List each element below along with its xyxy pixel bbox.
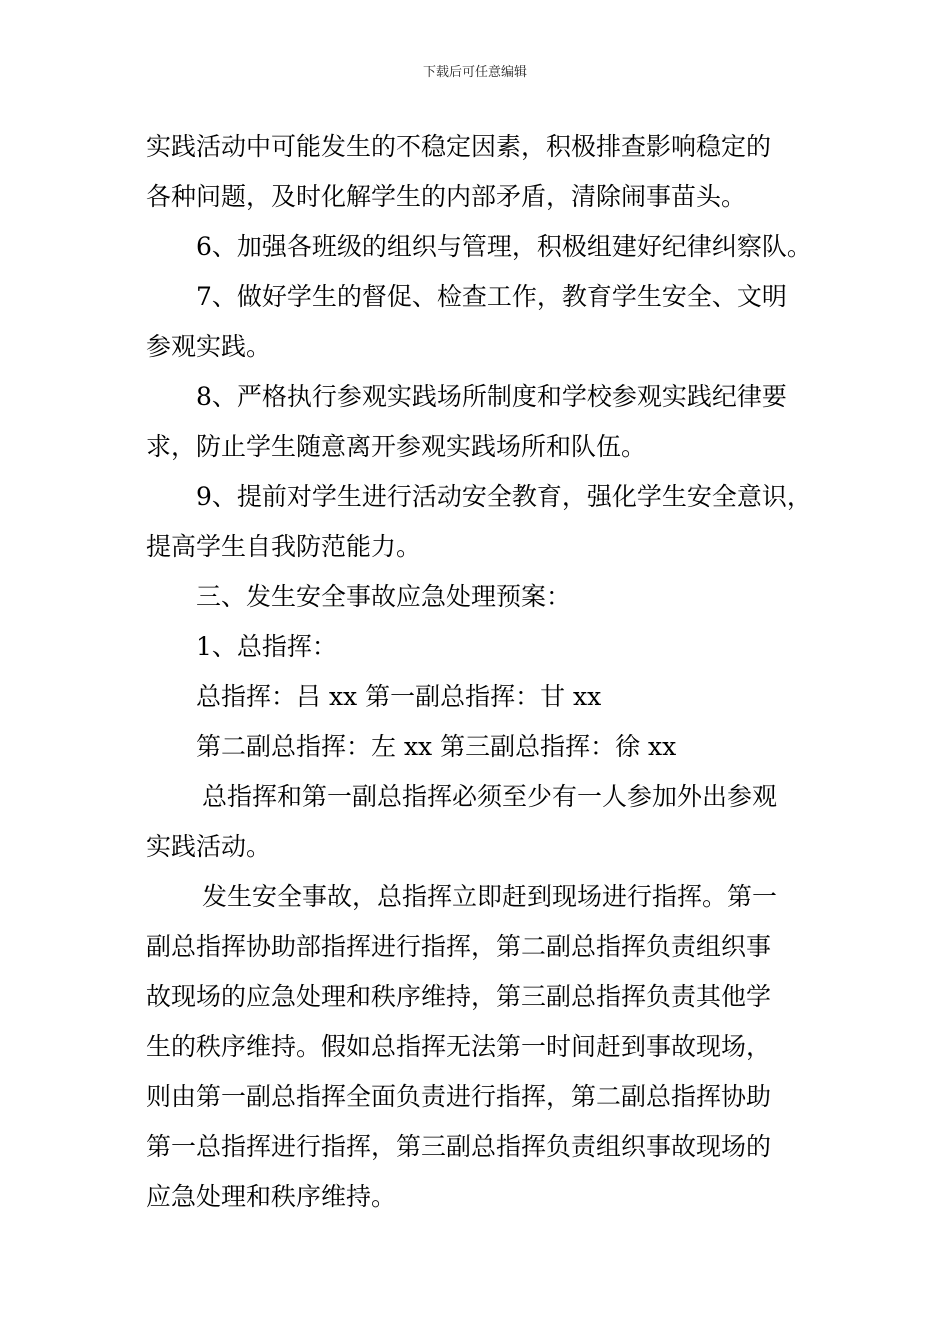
body-line: 总指挥：吕 xx 第一副总指挥：甘 xx <box>196 682 602 711</box>
body-line: 求，防止学生随意离开参观实践场所和队伍。 <box>146 432 647 461</box>
body-line: 故现场的应急处理和秩序维持，第三副总指挥负责其他学 <box>146 982 772 1011</box>
body-line: 发生安全事故，总指挥立即赶到现场进行指挥。第一 <box>202 882 778 911</box>
body-line: 则由第一副总指挥全面负责进行指挥，第二副总指挥协助 <box>146 1082 772 1111</box>
body-line: 9、提前对学生进行活动安全教育，强化学生安全意识， <box>196 482 812 511</box>
body-line: 7、做好学生的督促、检查工作，教育学生安全、文明 <box>196 282 787 311</box>
body-line: 副总指挥协助部指挥进行指挥，第二副总指挥负责组织事 <box>146 932 772 961</box>
page-header: 下载后可任意编辑 <box>422 65 527 80</box>
body-line: 提高学生自我防范能力。 <box>146 532 422 561</box>
body-line: 实践活动。 <box>146 832 272 861</box>
body-line: 第一总指挥进行指挥，第三副总指挥负责组织事故现场的 <box>146 1132 772 1161</box>
document-body <box>146 122 816 1222</box>
body-line: 第二副总指挥：左 xx 第三副总指挥：徐 xx <box>196 732 677 761</box>
body-line: 总指挥和第一副总指挥必须至少有一人参加外出参观 <box>202 782 778 811</box>
body-line: 参观实践。 <box>146 332 272 361</box>
section-heading: 三、发生安全事故应急处理预案： <box>196 582 572 611</box>
body-line: 应急处理和秩序维持。 <box>146 1182 397 1211</box>
body-line: 各种问题，及时化解学生的内部矛盾，清除闹事苗头。 <box>146 182 747 211</box>
body-line: 6、加强各班级的组织与管理，积极组建好纪律纠察队。 <box>196 232 812 261</box>
body-line: 实践活动中可能发生的不稳定因素，积极排查影响稳定的 <box>146 132 772 161</box>
body-line: 8、严格执行参观实践场所制度和学校参观实践纪律要 <box>196 382 787 411</box>
body-line: 生的秩序维持。假如总指挥无法第一时间赶到事故现场， <box>146 1032 772 1061</box>
subsection-heading: 1、总指挥： <box>196 632 337 661</box>
